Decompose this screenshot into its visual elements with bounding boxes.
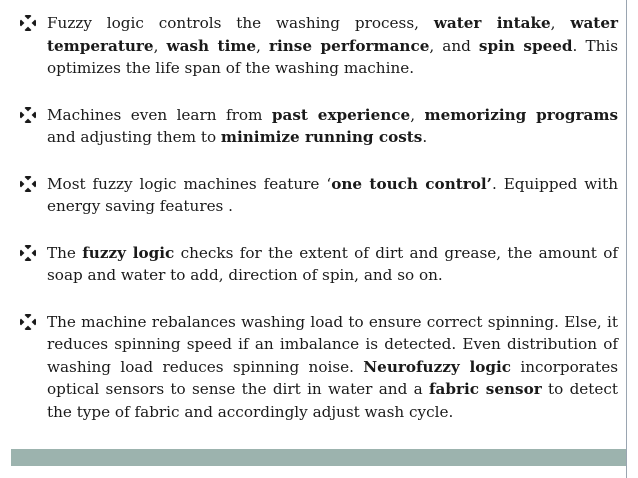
- bullet-text: checks for the extent of dirt and grease, the amount of soap and water to add, direction of spin, and so on.: [47, 243, 618, 284]
- bold-term: minimize running costs: [220, 128, 423, 146]
- bullet-text: Most fuzzy logic machines feature ‘: [47, 174, 332, 193]
- bullet-text: The: [47, 243, 83, 262]
- bullet-text: ,: [410, 105, 425, 124]
- bullet-text: . Equipped with energy saving features .: [47, 174, 618, 215]
- four-diamond-bullet-icon: [20, 245, 36, 261]
- bold-term: rinse performance: [268, 36, 430, 55]
- bullet-text: Machines even learn from: [47, 105, 272, 124]
- bold-term: Neurofuzzy logic: [363, 357, 512, 376]
- four-diamond-bullet-icon: [20, 107, 36, 123]
- bullet-text: and adjusting them to: [47, 128, 221, 146]
- bullet-text: .: [422, 128, 428, 146]
- bullet-text: ,: [153, 36, 167, 55]
- bold-term: one touch control’: [331, 174, 492, 193]
- bullet-item: [20, 311, 618, 424]
- bullet-text: ,: [550, 14, 571, 32]
- four-diamond-bullet-icon: [20, 176, 36, 192]
- bullet-text: incorporates optical sensors to sense the dirt in water and a: [47, 357, 618, 398]
- bold-term: water temperature: [47, 14, 618, 55]
- bold-term: water intake: [433, 14, 551, 32]
- bold-term: spin speed: [478, 36, 573, 55]
- bullet-text: ,: [256, 36, 269, 55]
- right-divider: [626, 0, 627, 478]
- bullet-item: [20, 12, 618, 80]
- bullet-item: [20, 173, 618, 218]
- bold-term: fabric sensor: [428, 380, 542, 398]
- bullet-text: , and: [429, 36, 479, 55]
- bold-term: memorizing programs: [424, 105, 619, 124]
- bold-term: wash time: [166, 36, 257, 55]
- bullet-text: Fuzzy logic controls the washing process,: [47, 14, 434, 32]
- bullet-item: [20, 242, 618, 287]
- bullet-text: to detect the type of fabric and accordingly adjust wash cycle.: [47, 380, 618, 421]
- bold-term: fuzzy logic: [82, 243, 175, 262]
- footer-band: [11, 449, 626, 466]
- bullet-item: [20, 104, 618, 149]
- bullet-text: The machine rebalances washing load to ensure correct spinning. Else, it reduces spinning speed if an imbalance is detected. Even distribution of washing load reduces spinning noise.: [47, 312, 618, 376]
- four-diamond-bullet-icon: [20, 314, 36, 330]
- bullet-list: [20, 12, 618, 423]
- four-diamond-bullet-icon: [20, 15, 36, 31]
- bold-term: past experience: [271, 105, 411, 124]
- bullet-text: . This optimizes the life span of the washing machine.: [47, 36, 619, 77]
